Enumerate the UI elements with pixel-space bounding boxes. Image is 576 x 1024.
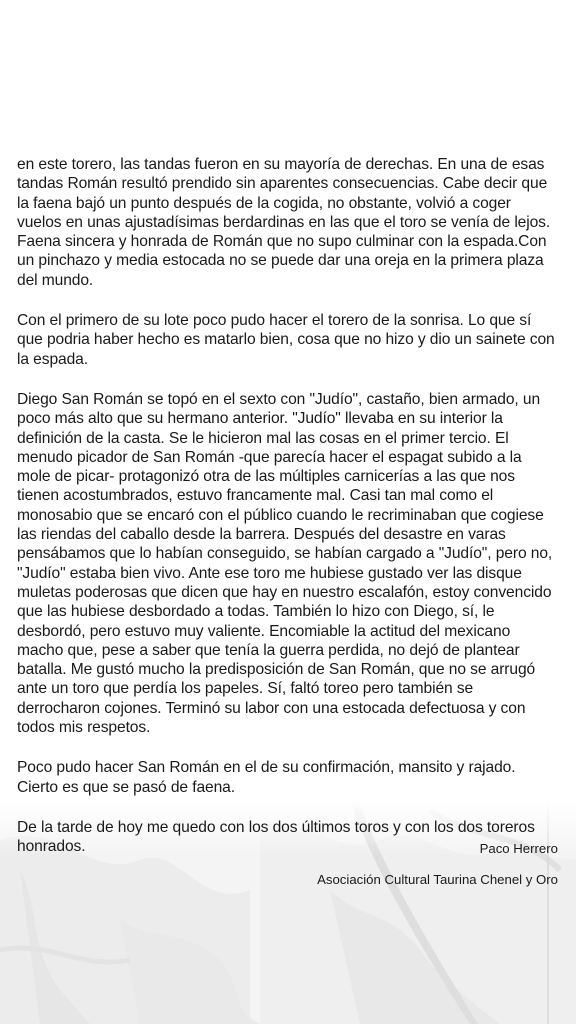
article-paragraph-1: en este torero, las tandas fueron en su mayoría de derechas. En una de esas tandas Román resultó prendido sin aparentes consecuencias. Cabe decir que la faena bajó un punto después de la cogida, no obstante, volvió a coger vuelos en unas ajustadísimas berdardinas en las que el toro se venía de lejos. Faena sincera y honrada de Román que no supo culminar con la espada.Con un pinchazo y media estocada no se puede dar una oreja en la primera plaza del mundo.	[17, 156, 551, 289]
article-body	[17, 155, 559, 878]
article-paragraph-5: De la tarde de hoy me quedo con los dos últimos toros y con los dos toreros honrados.	[17, 818, 535, 856]
article-paragraph-3: Diego San Román se topó en el sexto con "Judío", castaño, bien armado, un poco más alto que su hermano anterior. "Judío" llevaba en su interior la definición de la casta. Se le hicieron mal las cosas en el primer tercio. El menudo picador de San Román -que parecía hacer el espagat subido a la mole de picar- protagonizó otra de las múltiples carnicerías a las que nos tienen acostumbrados, estuvo francamente mal. Casi tan mal como el monosabio que se encaró con el público cuando le recriminaban que cogiese las riendas del caballo desde la barrera. Después del desastre en varas pensábamos que lo habían conseguido, se habían cargado a "Judío", pero no, "Judío" estaba bien vivo. Ante ese toro me hubiese gustado ver las disque muletas poderosas que dicen que hay en nuestro escalafón, estoy convencido que las hubiese desbordado a todas. También lo hizo con Diego, sí, le desbordó, pero estuvo muy valiente. Encomiable la actitud del mexicano macho que, pese a saber que tenía la guerra perdida, no dejó de plantear batalla. Me gustó mucho la predisposición de San Román, que no se arrugó ante un toro que perdía los papeles. Sí, faltó toreo pero también se derrocharon cojones. Terminó su labor con una estocada defectuosa y con todos mis respetos.	[17, 390, 553, 737]
author-name: Paco Herrero	[479, 841, 558, 856]
author-organization: Asociación Cultural Taurina Chenel y Oro	[317, 872, 558, 887]
article-paragraph-2: Con el primero de su lote poco pudo hacer el torero de la sonrisa. Lo que sí que podria haber hecho es matarlo bien, cosa que no hizo y dio un sainete con la espada.	[17, 312, 555, 368]
article-paragraph-4: Poco pudo hacer San Román en el de su confirmación, mansito y rajado. Cierto es que se pasó de faena.	[17, 759, 516, 796]
